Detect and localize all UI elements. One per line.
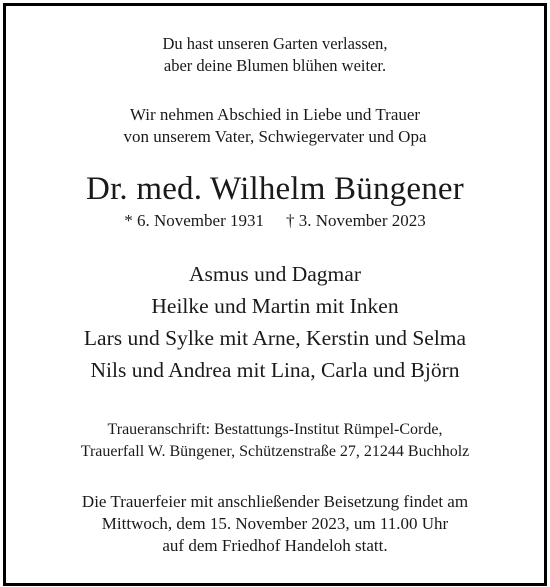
mourner-line: Lars und Sylke mit Arne, Kerstin und Selma xyxy=(83,326,467,350)
service-line-2: Mittwoch, dem 15. November 2023, um 11.00 Uhr xyxy=(101,514,449,533)
deceased-name xyxy=(6,169,544,209)
life-dates xyxy=(6,210,544,232)
intro-line-1: Wir nehmen Abschied in Liebe und Trauer xyxy=(129,105,421,124)
death-date: † 3. November 2023 xyxy=(286,211,426,230)
address-line-1: Traueranschrift: Bestattungs-Institut Rümpel-Corde, xyxy=(107,421,443,438)
poem-quote xyxy=(6,33,544,77)
mourner-line: Heilke und Martin mit Inken xyxy=(151,294,399,318)
address-line-2: Trauerfall W. Büngener, Schützenstraße 27, 21244 Buchholz xyxy=(80,443,470,460)
intro-line-2: von unserem Vater, Schwiegervater und Opa xyxy=(123,127,427,146)
poem-line-1: Du hast unseren Garten verlassen, xyxy=(162,34,388,53)
service-line-3: auf dem Friedhof Handeloh statt. xyxy=(162,536,388,555)
mourning-address xyxy=(6,419,544,463)
funeral-service-info xyxy=(6,491,544,557)
poem-line-2: aber deine Blumen blühen weiter. xyxy=(163,56,387,75)
farewell-intro xyxy=(6,104,544,148)
deceased-name-text: Dr. med. Wilhelm Büngener xyxy=(86,171,464,207)
service-line-1: Die Trauerfeier mit anschließender Beisetzung findet am xyxy=(81,492,469,511)
obituary-frame xyxy=(3,3,547,586)
mourner-line: Nils und Andrea mit Lina, Carla und Björn xyxy=(90,358,460,382)
mourner-line: Asmus und Dagmar xyxy=(189,262,361,286)
birth-date: * 6. November 1931 xyxy=(124,211,264,230)
mourners-list xyxy=(6,258,544,386)
